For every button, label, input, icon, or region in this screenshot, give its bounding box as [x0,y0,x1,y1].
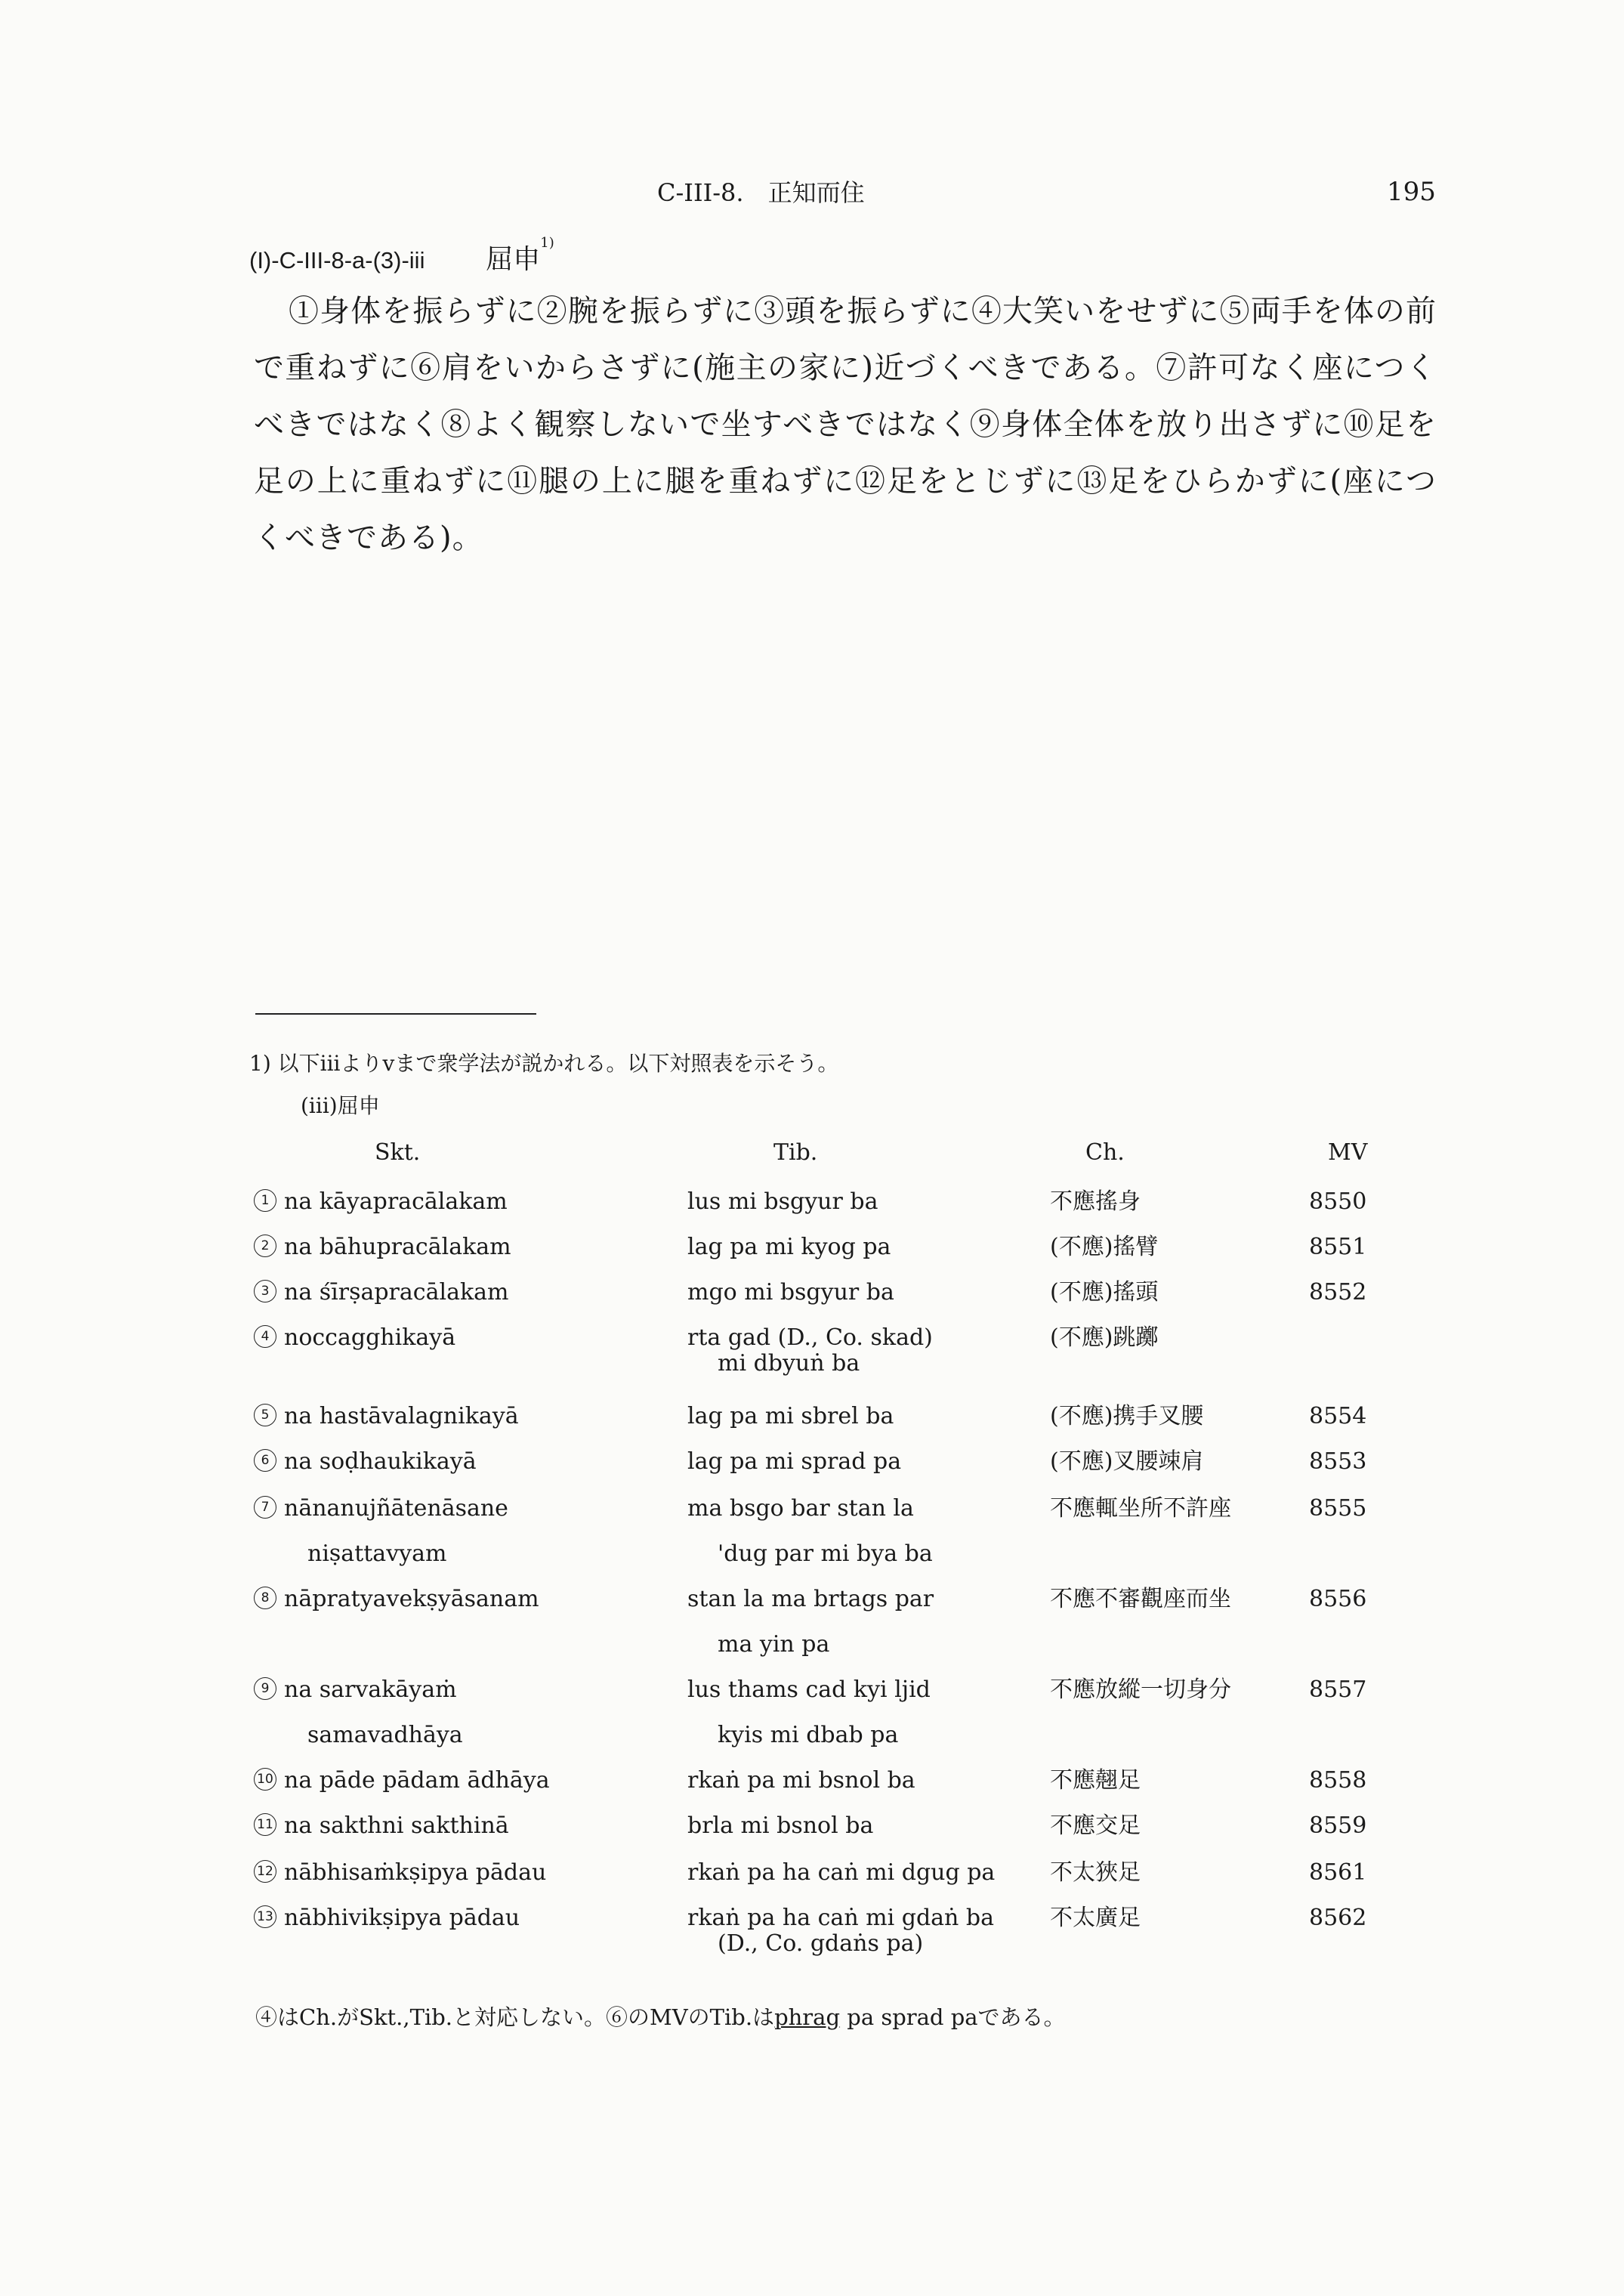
tib-cell [687,1324,933,1377]
ch-cell: (不應)跳躑 [1050,1324,1159,1351]
ch-cell: (不應)搖臂 [1050,1234,1159,1260]
item-number: 4 [254,1325,276,1348]
header-skt: Skt. [375,1139,421,1166]
item-number: 12 [254,1860,276,1883]
tib-cell [687,1279,894,1306]
skt-cell [254,1586,539,1613]
table-row [0,1676,1624,1752]
tib-text: lag pa mi sbrel ba [687,1403,894,1429]
item-number: 3 [254,1280,276,1303]
skt-cell [254,1448,477,1476]
tib-text-continued: ma yin pa [718,1631,830,1658]
tib-text: brla mi bsnol ba [687,1812,874,1839]
mv-cell: 8553 [1309,1448,1367,1475]
table-row [0,1324,1624,1400]
tib-text-continued: 'dug par mi bya ba [718,1540,933,1567]
mv-cell: 8561 [1309,1859,1367,1886]
skt-text-continued: samavadhāya [307,1722,463,1748]
ch-cell: (不應)叉腰竦肩 [1050,1448,1204,1475]
tib-text: rkaṅ pa ha caṅ mi gdaṅ ba [687,1905,994,1931]
skt-text-continued: niṣattavyam [307,1540,447,1567]
tib-cell [687,1859,995,1887]
tib-text-continued: mi dbyuṅ ba [718,1350,860,1377]
tib-cell [687,1448,901,1476]
mv-cell: 8550 [1309,1188,1367,1215]
tib-text-continued: (D., Co. gdaṅs pa) [718,1930,924,1957]
skt-text: na śīrṣapracālakam [284,1279,509,1306]
skt-text: na kāyapracālakam [284,1188,508,1215]
item-number: 11 [254,1813,276,1836]
mv-cell: 8554 [1309,1403,1367,1429]
tib-text: mgo mi bsgyur ba [687,1279,894,1306]
skt-cell [254,1676,463,1748]
tib-cell [687,1586,934,1658]
footnote-intro: 1) 以下iiiよりvまで衆学法が説かれる。以下対照表を示そう。 [249,1051,839,1076]
skt-cell [254,1324,455,1352]
skt-text: nāpratyavekṣyāsanam [284,1586,539,1612]
tib-text: stan la ma brtags par [687,1586,934,1612]
header-mv: MV [1328,1139,1368,1166]
section-heading [249,235,554,277]
ch-cell: 不應不審觀座而坐 [1050,1586,1231,1612]
skt-cell [254,1234,511,1261]
ch-cell: 不應放縱一切身分 [1050,1676,1231,1703]
tib-cell [687,1403,894,1430]
tib-text: lus thams cad kyi ljid [687,1676,931,1703]
mv-cell: 8556 [1309,1586,1367,1612]
tib-text: rkaṅ pa ha caṅ mi dgug pa [687,1859,996,1886]
item-number: 5 [254,1404,276,1426]
mv-cell: 8558 [1309,1767,1367,1794]
item-number: 1 [254,1189,276,1212]
running-title: C-III-8. 正知而住 [657,178,865,207]
item-number: 8 [254,1587,276,1609]
ch-cell: 不應搖身 [1050,1188,1141,1215]
mv-cell: 8552 [1309,1279,1367,1306]
mv-cell: 8551 [1309,1234,1367,1260]
section-title: 屈申 [486,244,541,275]
skt-text: na hastāvalagnikayā [284,1403,519,1429]
skt-text: nānanujñātenāsane [284,1495,508,1522]
tib-cell [687,1188,878,1216]
skt-cell [254,1188,508,1216]
tib-text: lag pa mi kyog pa [687,1234,891,1260]
note-prefix: ④はCh.がSkt.,Tib.と対応しない。⑥のMVのTib.は [255,2004,775,2030]
ch-cell: (不應)携手叉腰 [1050,1403,1204,1429]
item-number: 13 [254,1905,276,1928]
body-paragraph: ①身体を振らずに②腕を振らずに③頭を振らずに④大笑いをせずに⑤両手を体の前で重ねずに⑥肩をいからさずに(施主の家に)近づくべきである。⑦許可なく座につくべきではなく⑧よく観察しないで坐すべきではなく⑨身体全体を放り出さずに⑩足を足の上に重ねずに⑪腿の上に腿を重ねずに⑫足をとじずに⑬足をひらかずに(座につくべきである)。 [254,294,1437,555]
mv-cell: 8555 [1309,1495,1367,1522]
page-header [0,174,1624,219]
tib-cell [687,1905,994,1957]
skt-text: na bāhupracālakam [284,1234,511,1260]
item-number: 10 [254,1768,276,1791]
skt-text: nābhisaṁkṣipya pādau [284,1859,547,1886]
table-row [0,1495,1624,1571]
ch-cell: 不應輒坐所不許座 [1050,1495,1231,1522]
skt-cell [254,1495,508,1567]
item-number: 2 [254,1235,276,1257]
ch-cell: (不應)搖頭 [1050,1279,1159,1306]
table-row [0,1905,1624,1980]
footnote-marker: 1) [540,235,554,251]
header-tib: Tib. [773,1139,818,1166]
ch-cell: 不應交足 [1050,1812,1141,1839]
footnote-divider [255,1013,536,1015]
page-number: 195 [1387,177,1436,207]
tib-text: ma bsgo bar stan la [687,1495,914,1522]
skt-cell [254,1812,509,1840]
note-suffix: pa sprad paである。 [840,2004,1066,2030]
tib-text: rkaṅ pa mi bsnol ba [687,1767,915,1794]
skt-cell [254,1905,520,1932]
tib-text: rta gad (D., Co. skad) [687,1324,933,1351]
skt-cell [254,1859,546,1887]
table-row [0,1586,1624,1661]
header-ch: Ch. [1085,1139,1125,1166]
item-number: 6 [254,1449,276,1472]
item-number: 7 [254,1496,276,1519]
tib-text: lus mi bsgyur ba [687,1188,878,1215]
skt-cell [254,1279,508,1306]
skt-text: nābhivikṣipya pādau [284,1905,520,1931]
skt-cell [254,1403,519,1430]
table-caption: (iii)屈申 [301,1093,380,1118]
tib-cell [687,1812,873,1840]
skt-text: noccagghikayā [284,1324,456,1351]
bottom-note [255,2001,1066,2032]
skt-text: na pāde pādam ādhāya [284,1767,550,1794]
tib-cell [687,1767,915,1794]
tib-text-continued: kyis mi dbab pa [718,1722,899,1748]
section-code: (I)-C-III-8-a-(3)-iii [249,247,425,273]
skt-text: na sarvakāyaṁ [284,1676,457,1703]
tib-cell [687,1676,931,1748]
mv-cell: 8557 [1309,1676,1367,1703]
ch-cell: 不應翹足 [1050,1767,1141,1794]
tib-text: lag pa mi sprad pa [687,1448,902,1475]
note-underlined: phrag [774,2004,841,2030]
skt-text: na sakthni sakthinā [284,1812,509,1839]
tib-cell [687,1234,891,1261]
item-number: 9 [254,1677,276,1700]
ch-cell: 不太廣足 [1050,1905,1141,1931]
skt-text: na soḍhaukikayā [284,1448,477,1475]
skt-cell [254,1767,550,1794]
mv-cell: 8562 [1309,1905,1367,1931]
tib-cell [687,1495,933,1567]
mv-cell: 8559 [1309,1812,1367,1839]
ch-cell: 不太狹足 [1050,1859,1141,1886]
